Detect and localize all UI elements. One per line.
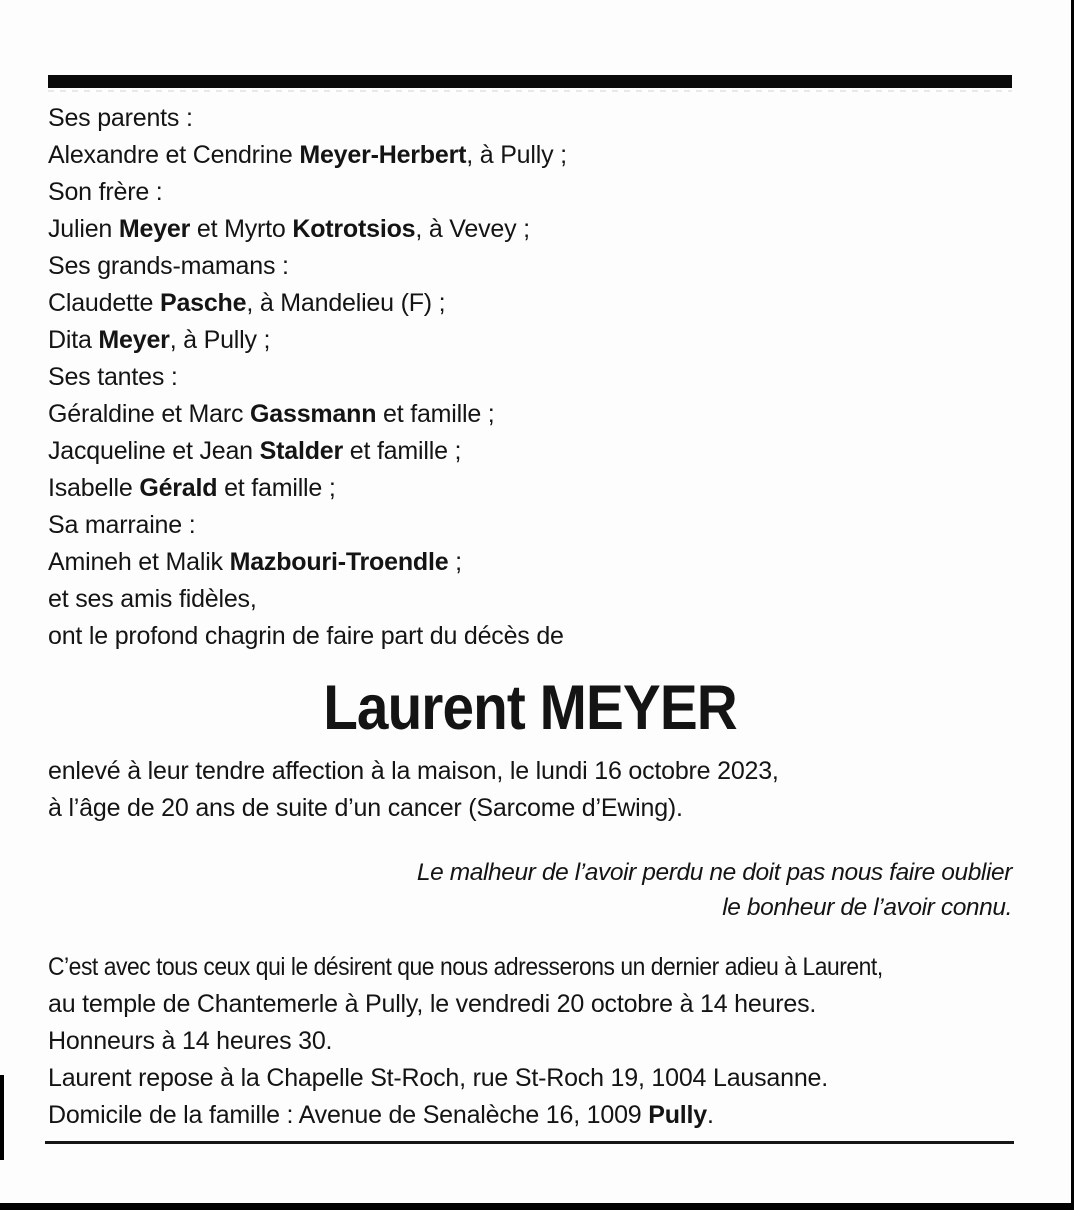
body-text: enlevé à leur tendre affection à la maison, le lundi 16 octobre 2023, xyxy=(48,757,779,785)
body-text: Géraldine et Marc xyxy=(48,400,251,428)
bold-name-text: Gassmann xyxy=(250,400,377,428)
body-text: ; xyxy=(448,548,462,576)
body-text: Son frère : xyxy=(48,178,163,206)
bold-name-text: Mazbouri-Troendle xyxy=(229,548,449,576)
body-text: ont le profond chagrin de faire part du décès de xyxy=(48,622,564,650)
body-text: et famille ; xyxy=(343,437,462,465)
bold-name-text: Pasche xyxy=(159,289,247,317)
body-text: , à Mandelieu (F) ; xyxy=(246,289,446,317)
body-text: et Myrto xyxy=(190,215,293,243)
body-text: Dita xyxy=(48,326,99,354)
scan-artifact-dotted-line xyxy=(48,90,1012,92)
bold-name-text: Stalder xyxy=(259,437,343,465)
text-line xyxy=(48,470,1012,507)
deceased-name-heading: Laurent MEYER xyxy=(323,673,737,743)
text-line xyxy=(48,174,1012,211)
text-line xyxy=(48,137,1012,174)
body-text: à l’âge de 20 ans de suite d’un cancer (Sarcome d’Ewing). xyxy=(48,794,683,822)
body-text: Honneurs à 14 heures 30. xyxy=(48,1027,333,1055)
scan-edge-bottom xyxy=(0,1203,1074,1210)
text-line xyxy=(48,248,1012,285)
body-text: , à Vevey ; xyxy=(415,215,530,243)
body-text: . xyxy=(707,1101,714,1129)
body-text: C’est avec tous ceux qui le désirent que nous adresserons un dernier adieu à Laurent, xyxy=(48,953,883,981)
bold-name-text: Meyer xyxy=(118,215,191,243)
text-line xyxy=(48,322,1012,359)
body-text: , à Pully ; xyxy=(169,326,271,354)
text-line xyxy=(48,359,1012,396)
death-details-paragraph xyxy=(48,753,1012,827)
text-line xyxy=(48,986,1012,1023)
body-text: Claudette xyxy=(48,289,160,317)
body-text: Amineh et Malik xyxy=(48,548,230,576)
text-line xyxy=(48,753,1012,790)
text-line xyxy=(48,433,1012,470)
body-text: , à Pully ; xyxy=(466,141,567,169)
text-line xyxy=(48,790,1012,827)
text-line xyxy=(48,618,1012,655)
text-line xyxy=(48,890,1012,925)
text-line xyxy=(48,1023,1012,1060)
bold-name-text: Meyer xyxy=(98,326,170,354)
bold-name-text: Meyer-Herbert xyxy=(299,141,467,169)
bold-name-text: Pully xyxy=(648,1101,707,1129)
body-text: Alexandre et Cendrine xyxy=(48,141,300,169)
body-text: le bonheur de l’avoir connu. xyxy=(722,894,1012,921)
text-line xyxy=(48,581,1012,618)
text-line xyxy=(48,396,1012,433)
body-text: Jacqueline et Jean xyxy=(48,437,260,465)
memorial-quote xyxy=(48,855,1012,925)
body-text: Domicile de la famille : Avenue de Senalèche 16, 1009 xyxy=(48,1101,649,1129)
body-text: Ses grands-mamans : xyxy=(48,252,289,280)
text-line xyxy=(48,1097,1012,1134)
body-text: au temple de Chantemerle à Pully, le vendredi 20 octobre à 14 heures. xyxy=(48,990,817,1018)
text-line xyxy=(48,855,1012,890)
body-text: Ses parents : xyxy=(48,104,193,132)
text-line xyxy=(48,100,1012,137)
ceremony-details-paragraph xyxy=(48,949,1012,1134)
body-text: Laurent repose à la Chapelle St-Roch, rue St-Roch 19, 1004 Lausanne. xyxy=(48,1064,828,1092)
notice-content xyxy=(48,100,1012,1134)
body-text: Ses tantes : xyxy=(48,363,178,391)
scan-edge-left xyxy=(0,1075,4,1160)
bold-name-text: Kotrotsios xyxy=(292,215,416,243)
body-text: Julien xyxy=(48,215,119,243)
text-line xyxy=(48,949,930,986)
bold-name-text: Gérald xyxy=(139,474,218,502)
body-text: Isabelle xyxy=(48,474,140,502)
text-line xyxy=(48,211,1012,248)
bottom-divider-line xyxy=(45,1141,1014,1144)
text-line xyxy=(48,507,1012,544)
text-line xyxy=(48,1060,1012,1097)
body-text: et famille ; xyxy=(376,400,495,428)
text-line xyxy=(48,285,1012,322)
family-announcement-list xyxy=(48,100,1012,655)
body-text: Le malheur de l’avoir perdu ne doit pas nous faire oublier xyxy=(416,859,1012,886)
body-text: et famille ; xyxy=(217,474,336,502)
text-line xyxy=(48,544,1012,581)
body-text: Sa marraine : xyxy=(48,511,196,539)
body-text: et ses amis fidèles, xyxy=(48,585,257,613)
top-divider-bar xyxy=(48,75,1012,88)
